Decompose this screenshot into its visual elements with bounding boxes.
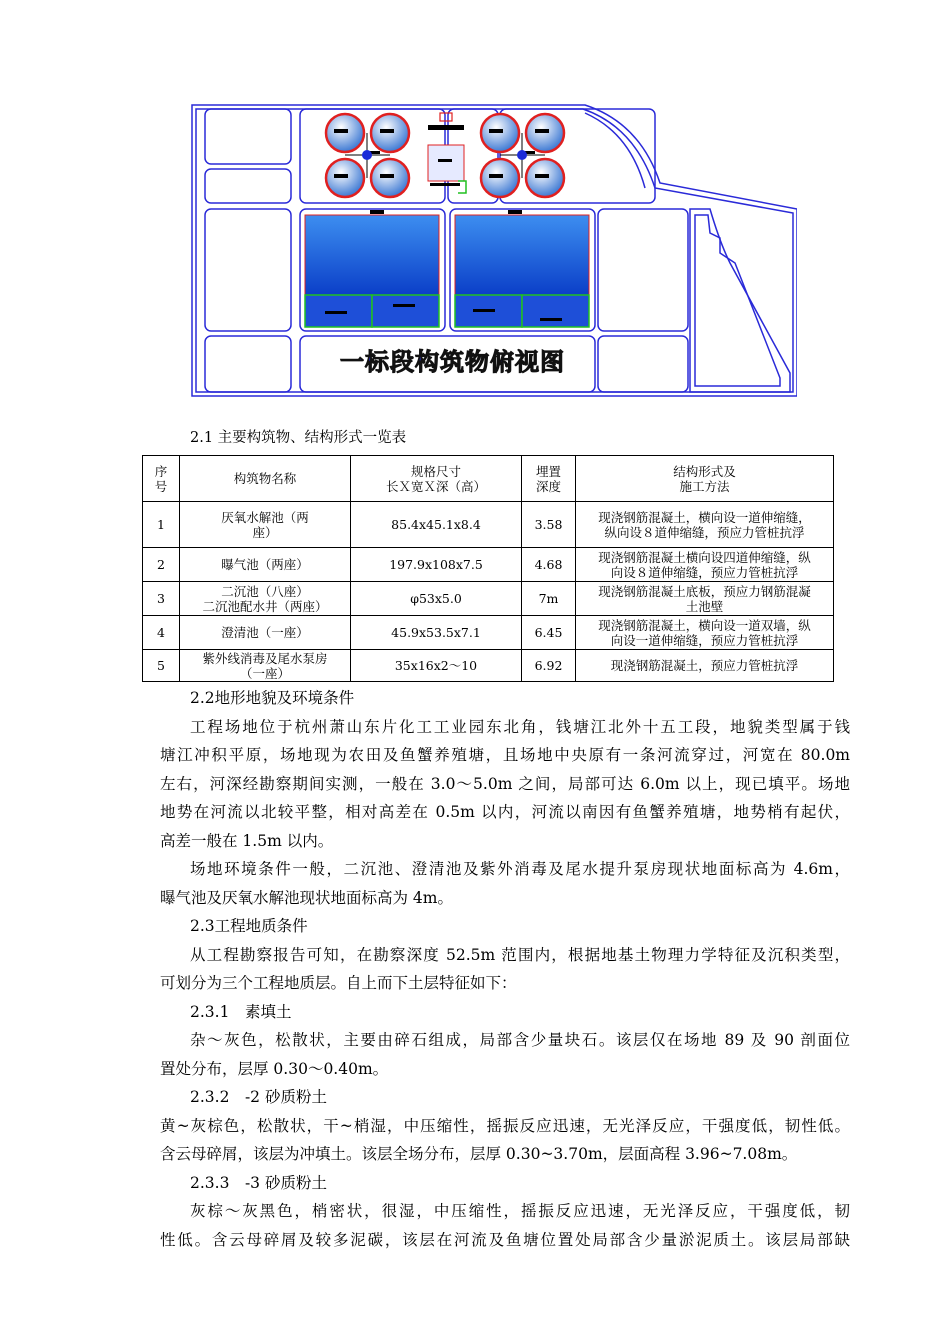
table-row: 4 澄清池（一座） 45.9x53.5x7.1 6.45 现浇钢筋混凝土，横向设一道双墙，纵 向设一道伸缩缝，预应力管桩抗浮 (143, 616, 834, 650)
paragraph-line: 左右，河深经勘察期间实测，一般在 3.0～5.0m 之间，局部可达 6.0m 以上，现已填平。场地 (160, 774, 850, 793)
header-method: 结构形式及 施工方法 (576, 456, 834, 502)
section-2-3-2-heading: 2.3.2 -2 砂质粉土 (190, 1088, 327, 1106)
header-depth: 埋置 深度 (522, 456, 576, 502)
table-row: 1 厌氧水解池（两 座） 85.4x45.1x8.4 3.58 现浇钢筋混凝土，横向设一道伸缩缝， 纵向设８道伸缩缝，预应力管桩抗浮 (143, 502, 834, 548)
body-text (160, 684, 850, 1254)
table-row: 2 曝气池（两座） 197.9x108x7.5 4.68 现浇钢筋混凝土横向设四道伸缩缝，纵 向设８道伸缩缝，预应力管桩抗浮 (143, 548, 834, 582)
section-2-3-3-heading: 2.3.3 -3 砂质粉土 (190, 1173, 327, 1192)
figure-banner: 一标段构筑物俯视图 (340, 348, 565, 376)
paragraph-line: 曝气池及厌氧水解池现状地面标高为 4m。 (160, 888, 453, 907)
paragraph-line: 地势在河流以北较平整，相对高差在 0.5m 以内，河流以南因有鱼蟹养殖塘，地势梢有起伏， (160, 803, 850, 821)
paragraph-line: 塘江冲积平原，场地现为农田及鱼蟹养殖塘，且场地中央原有一条河流穿过，河宽在 80.0m (160, 746, 850, 764)
section-2-1-heading: 2.1 主要构筑物、结构形式一览表 (190, 430, 407, 446)
header-no: 序 号 (143, 456, 180, 502)
paragraph-line: 性低。含云母碎屑及较多泥碳，该层在河流及鱼塘位置处局部含少量淤泥质土。该层局部缺 (160, 1230, 850, 1249)
paragraph-line: 黄~灰棕色，松散状，干~梢湿，中压缩性，摇振反应迅速，无光泽反应，干强度低，韧性低。 (160, 1116, 850, 1135)
paragraph-line: 从工程勘察报告可知，在勘察深度 52.5m 范围内，根据地基土物理力学特征及沉积类型， (190, 945, 850, 964)
table-header-row (143, 456, 834, 502)
section-2-3-heading: 2.3工程地质条件 (190, 917, 308, 935)
paragraph-line: 含云母碎屑，该层为冲填土。该层全场分布，层厚 0.30~3.70m，层面高程 3.96~7.08m。 (160, 1145, 798, 1163)
table-row: 5 紫外线消毒及尾水泵房 （一座） 35x16x2～10 6.92 现浇钢筋混凝土，预应力管桩抗浮 (143, 650, 834, 682)
paragraph-line: 杂～灰色，松散状，主要由碎石组成，局部含少量块石。该层仅在场地 89 及 90 剖面位 (190, 1031, 850, 1049)
section-2-3-1-heading: 2.3.1 素填土 (190, 1002, 292, 1021)
paragraph-line: 场地环境条件一般，二沉池、澄清池及紫外消毒及尾水提升泵房现状地面标高为 4.6m， (190, 860, 850, 878)
table-row: 3 二沉池（八座） 二沉池配水井（两座） φ53x5.0 7m 现浇钢筋混凝土底板，预应力钢筋混凝 土池壁 (143, 582, 834, 616)
structures-table (142, 455, 834, 682)
paragraph-line: 置处分布，层厚 0.30～0.40m。 (160, 1059, 389, 1078)
site-plan-figure (190, 103, 797, 398)
paragraph-line: 可划分为三个工程地质层。自上而下土层特征如下： (160, 974, 517, 992)
header-name: 构筑物名称 (180, 456, 351, 502)
section-2-2-heading: 2.2地形地貌及环境条件 (190, 689, 355, 707)
paragraph-line: 工程场地位于杭州萧山东片化工工业园东北角，钱塘江北外十五工段，地貌类型属于钱 (190, 717, 850, 736)
paragraph-line: 灰棕～灰黑色，梢密状，很湿，中压缩性，摇振反应迅速，无光泽反应，干强度低，韧 (190, 1202, 850, 1220)
paragraph-line: 高差一般在 1.5m 以内。 (160, 831, 334, 850)
header-size: 规格尺寸 长Ｘ宽Ｘ深（高） (351, 456, 522, 502)
